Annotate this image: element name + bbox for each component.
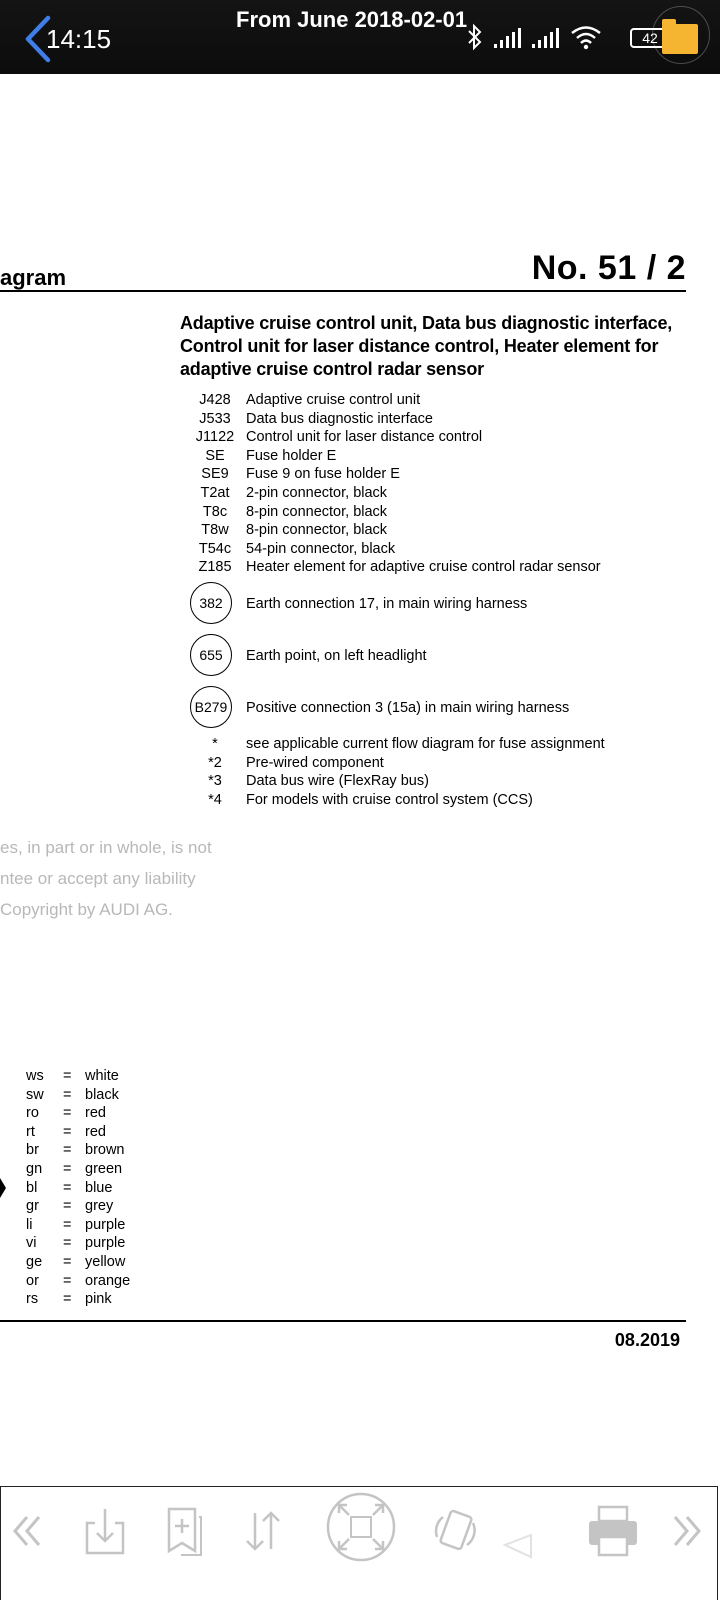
- equals-sign: =: [63, 1123, 72, 1140]
- colour-name: black: [85, 1086, 119, 1103]
- colour-name: red: [85, 1123, 106, 1140]
- header-rule: [0, 290, 686, 292]
- sort-button[interactable]: [233, 1501, 293, 1561]
- equals-sign: =: [63, 1272, 72, 1289]
- component-desc: Adaptive cruise control unit: [246, 392, 421, 408]
- colour-name: grey: [85, 1198, 114, 1215]
- bookmark-add-icon: [155, 1501, 215, 1561]
- note-desc: Pre-wired component: [246, 754, 384, 771]
- bottom-toolbar: [0, 1486, 718, 1600]
- component-code: SE: [205, 447, 225, 464]
- note-code: *4: [208, 791, 222, 808]
- equals-sign: =: [63, 1254, 72, 1270]
- colour-abbr: ro: [26, 1105, 39, 1122]
- section-title: Adaptive cruise control unit, Data bus diagnostic interface, Control unit for laser distance control, Heater element for adaptive cruise control radar sensor: [180, 313, 673, 379]
- annotate-button[interactable]: [497, 1501, 557, 1561]
- wifi-icon: [570, 24, 602, 50]
- component-desc: Data bus diagnostic interface: [246, 410, 433, 427]
- clock-time: 14:15: [46, 24, 112, 54]
- connection-desc: Earth connection 17, in main wiring harness: [246, 596, 528, 612]
- edge-marker-icon: [0, 1178, 6, 1198]
- last-page-button[interactable]: [653, 1501, 713, 1561]
- component-desc: Control unit for laser distance control: [246, 429, 483, 446]
- note-code: *: [212, 736, 218, 752]
- fullscreen-button[interactable]: [325, 1491, 397, 1563]
- component-code: J533: [199, 410, 231, 427]
- folder-icon[interactable]: [662, 24, 698, 54]
- colour-abbr: br: [26, 1142, 39, 1159]
- add-bookmark-button[interactable]: [155, 1501, 215, 1561]
- note-code: *2: [208, 754, 222, 771]
- rotate-button[interactable]: [425, 1501, 485, 1561]
- print-button[interactable]: [583, 1501, 643, 1561]
- component-code: T8w: [201, 522, 229, 539]
- colour-abbr: or: [26, 1272, 39, 1289]
- signal-icon: [530, 26, 562, 50]
- equals-sign: =: [63, 1142, 72, 1159]
- rotate-icon: [425, 1501, 485, 1561]
- first-page-button[interactable]: [1, 1501, 61, 1561]
- footer-date: 08.2019: [614, 1330, 680, 1350]
- top-bar: [0, 0, 720, 74]
- note-code: *3: [208, 773, 222, 790]
- disclaimer-line: Copyright by AUDI AG.: [0, 900, 173, 919]
- component-desc: Heater element for adaptive cruise control radar sensor: [246, 559, 601, 576]
- annotate-icon: [497, 1501, 557, 1561]
- connection-circle: 655: [190, 634, 232, 676]
- sort-icon: [233, 1501, 293, 1561]
- download-button[interactable]: [75, 1501, 135, 1561]
- equals-sign: =: [63, 1105, 72, 1122]
- bluetooth-icon: [466, 22, 484, 52]
- note-desc: For models with cruise control system (CCS): [246, 791, 533, 808]
- equals-sign: =: [63, 1235, 72, 1252]
- connection-circle: B279: [190, 686, 232, 728]
- colour-abbr: vi: [26, 1235, 37, 1252]
- component-code: J428: [199, 392, 231, 408]
- print-icon: [583, 1501, 643, 1561]
- colour-abbr: sw: [26, 1086, 44, 1103]
- colour-name: green: [85, 1161, 123, 1177]
- first-page-icon: [1, 1501, 61, 1561]
- component-code: J1122: [195, 429, 235, 446]
- download-icon: [75, 1501, 135, 1561]
- component-code: SE9: [201, 466, 229, 483]
- equals-sign: =: [63, 1179, 72, 1196]
- component-desc: 2-pin connector, black: [246, 485, 388, 501]
- document-title: From June 2018-02-01: [236, 7, 468, 32]
- copyright-disclaimer: [0, 832, 212, 925]
- colour-abbr: rt: [26, 1123, 35, 1140]
- equals-sign: =: [63, 1198, 72, 1215]
- component-desc: Fuse holder E: [246, 447, 337, 464]
- signal-icon: [492, 26, 524, 50]
- component-desc: 54-pin connector, black: [246, 540, 396, 557]
- component-code: Z185: [198, 559, 232, 576]
- colour-abbr: gr: [26, 1198, 39, 1215]
- equals-sign: =: [63, 1086, 72, 1103]
- colour-abbr: ws: [26, 1068, 44, 1084]
- note-desc: see applicable current flow diagram for fuse assignment: [246, 736, 605, 752]
- colour-abbr: li: [26, 1216, 33, 1233]
- component-code: T54c: [198, 540, 232, 557]
- header-left-text: agram: [0, 265, 67, 290]
- fullscreen-icon: [325, 1491, 397, 1563]
- connection-desc: Positive connection 3 (15a) in main wiring harness: [246, 700, 570, 716]
- colour-abbr: rs: [26, 1291, 39, 1308]
- colour-name: red: [85, 1105, 106, 1122]
- colour-name: purple: [85, 1235, 126, 1252]
- colour-name: blue: [85, 1179, 113, 1196]
- component-desc: 8-pin connector, black: [246, 522, 388, 539]
- colour-name: pink: [85, 1291, 112, 1308]
- component-code: T2at: [200, 485, 230, 501]
- colour-abbr: ge: [26, 1254, 43, 1270]
- battery-level: 42: [642, 30, 658, 46]
- colour-name: white: [85, 1068, 119, 1084]
- connection-desc: Earth point, on left headlight: [246, 648, 427, 664]
- component-desc: 8-pin connector, black: [246, 503, 388, 520]
- colour-name: purple: [85, 1216, 126, 1233]
- colour-abbr: bl: [26, 1179, 38, 1196]
- equals-sign: =: [63, 1068, 72, 1084]
- equals-sign: =: [63, 1291, 72, 1308]
- disclaimer-line: ntee or accept any liability: [0, 869, 196, 888]
- component-desc: Fuse 9 on fuse holder E: [246, 466, 400, 483]
- colour-abbr: gn: [26, 1161, 43, 1177]
- last-page-icon: [653, 1501, 713, 1561]
- equals-sign: =: [63, 1161, 72, 1177]
- component-code: T8c: [202, 503, 228, 520]
- footer-rule: [0, 1320, 686, 1322]
- diagram-number: No. 51 / 2: [531, 249, 686, 287]
- colour-name: orange: [85, 1272, 131, 1289]
- connection-circle: 382: [190, 582, 232, 624]
- disclaimer-line: es, in part or in whole, is not: [0, 838, 212, 857]
- colour-name: yellow: [85, 1254, 126, 1270]
- colour-name: brown: [85, 1142, 125, 1159]
- note-desc: Data bus wire (FlexRay bus): [246, 773, 429, 790]
- equals-sign: =: [63, 1216, 72, 1233]
